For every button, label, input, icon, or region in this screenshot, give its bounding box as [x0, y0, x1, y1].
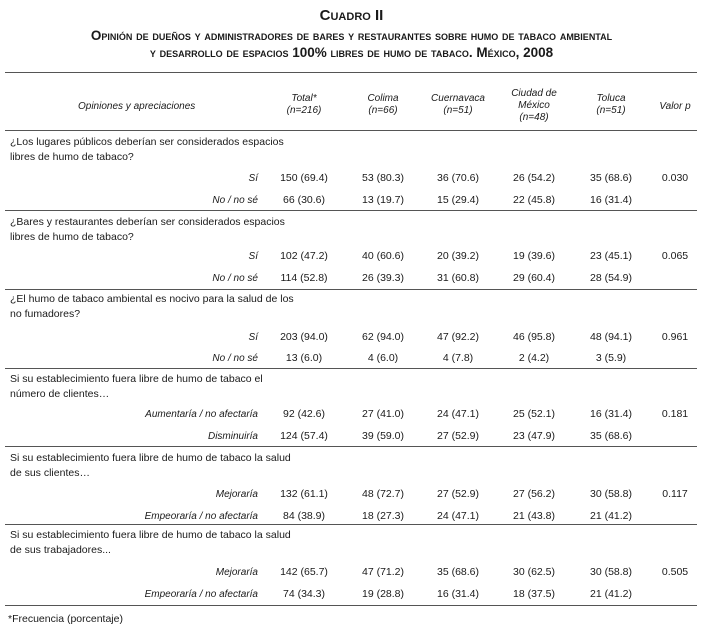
table-cell: 74 (34.3): [282, 588, 326, 600]
table-cell: 22 (45.8): [512, 194, 556, 206]
table-row: [0, 194, 703, 208]
table-cell: 19 (28.8): [361, 588, 405, 600]
row-label: Mejoraría: [215, 567, 258, 578]
table-cell: 21 (41.2): [589, 510, 633, 522]
table-cell: 21 (43.8): [512, 510, 556, 522]
row-label: No / no sé: [212, 353, 258, 364]
top-rule: [5, 72, 697, 73]
table-cell: 2 (4.2): [518, 352, 550, 364]
table-cell: 53 (80.3): [361, 172, 405, 184]
row-label: Sí: [248, 332, 258, 343]
section-rule: [5, 605, 697, 606]
table-cell: 35 (68.6): [589, 172, 633, 184]
table-cell: 16 (31.4): [589, 194, 633, 206]
table-cell: 30 (58.8): [589, 566, 633, 578]
table-cell: 124 (57.4): [280, 430, 328, 442]
table-cell: 4 (7.8): [442, 352, 474, 364]
row-label: Mejoraría: [215, 489, 258, 500]
table-cell: 27 (52.9): [436, 430, 480, 442]
p-value-cell: 0.030: [661, 172, 689, 184]
table-row: [0, 172, 703, 186]
table-cell: 92 (42.6): [282, 408, 326, 420]
table-cell: 48 (72.7): [361, 488, 405, 500]
row-label: Sí: [248, 173, 258, 184]
row-label: Disminuiría: [207, 431, 258, 442]
table-cell: 150 (69.4): [280, 172, 328, 184]
table-cell: 40 (60.6): [361, 250, 405, 262]
table-cell: 13 (19.7): [361, 194, 405, 206]
table-cell: 84 (38.9): [282, 510, 326, 522]
table-cell: 18 (27.3): [361, 510, 405, 522]
row-label: No / no sé: [212, 273, 258, 284]
section-rule: [5, 524, 697, 525]
table-cell: 203 (94.0): [280, 331, 328, 343]
table-cell: 29 (60.4): [512, 272, 556, 284]
table-cell: 25 (52.1): [512, 408, 556, 420]
question-text: Si su establecimiento fuera libre de humo de tabaco la salud de sus trabajadores...: [10, 529, 291, 556]
table-row: [0, 331, 703, 345]
row-label: No / no sé: [212, 195, 258, 206]
header-total: Total* (n=216): [286, 93, 322, 116]
table-cell: 4 (6.0): [367, 352, 399, 364]
table-cell: 16 (31.4): [436, 588, 480, 600]
table-cell: 19 (39.6): [512, 250, 556, 262]
table-row: [0, 488, 703, 502]
table-row: [0, 250, 703, 264]
p-value-cell: 0.181: [661, 408, 689, 420]
table-cell: 62 (94.0): [361, 331, 405, 343]
table-cell: 16 (31.4): [589, 408, 633, 420]
table-cell: 27 (52.9): [436, 488, 480, 500]
table-cell: 48 (94.1): [589, 331, 633, 343]
table-row: [0, 588, 703, 602]
row-label: Sí: [248, 251, 258, 262]
header-rule: [5, 130, 697, 131]
row-label: Empeoraría / no afectaría: [144, 589, 258, 600]
table-cell: 114 (52.8): [280, 272, 328, 284]
section-rule: [5, 368, 697, 369]
table-cell: 23 (45.1): [589, 250, 633, 262]
table-cell: 35 (68.6): [436, 566, 480, 578]
table-cell: 18 (37.5): [512, 588, 556, 600]
table-cell: 27 (56.2): [512, 488, 556, 500]
table-row: [0, 566, 703, 580]
footnote: *Frecuencia (porcentaje): [8, 613, 123, 625]
table-row: [0, 352, 703, 366]
table-cell: 142 (65.7): [280, 566, 328, 578]
table-cell: 132 (61.1): [280, 488, 328, 500]
table-cell: 30 (62.5): [512, 566, 556, 578]
table-cell: 26 (39.3): [361, 272, 405, 284]
table-cell: 102 (47.2): [280, 250, 328, 262]
row-label: Empeoraría / no afectaría: [144, 511, 258, 522]
header-opinions: Opiniones y apreciaciones: [78, 101, 196, 112]
table-cell: 24 (47.1): [436, 510, 480, 522]
table-cell: 15 (29.4): [436, 194, 480, 206]
table-cell: 28 (54.9): [589, 272, 633, 284]
question-text: Si su establecimiento fuera libre de humo de tabaco el número de clientes…: [10, 373, 263, 400]
table-title-line-1: Opinión de dueños y administradores de bares y restaurantes sobre humo de tabaco ambiental: [90, 28, 613, 43]
question-text: ¿Los lugares públicos deberían ser considerados espacios libres de humo de tabaco?: [10, 136, 284, 163]
table-cell: 27 (41.0): [361, 408, 405, 420]
table-cell: 3 (5.9): [595, 352, 627, 364]
table-cell: 13 (6.0): [285, 352, 323, 364]
question-text: Si su establecimiento fuera libre de humo de tabaco la salud de sus clientes…: [10, 452, 291, 479]
table-cell: 26 (54.2): [512, 172, 556, 184]
table-row: [0, 272, 703, 286]
table-cell: 35 (68.6): [589, 430, 633, 442]
table-row: [0, 408, 703, 422]
table-cell: 46 (95.8): [512, 331, 556, 343]
table-cell: 47 (92.2): [436, 331, 480, 343]
table-cell: 66 (30.6): [282, 194, 326, 206]
table-cell: 31 (60.8): [436, 272, 480, 284]
table-row: [0, 510, 703, 524]
table-cell: 39 (59.0): [361, 430, 405, 442]
p-value-cell: 0.505: [661, 566, 689, 578]
table-cell: 30 (58.8): [589, 488, 633, 500]
section-rule: [5, 446, 697, 447]
header-ciudad-de-mexico: Ciudad de México (n=48): [511, 88, 557, 123]
table-cell: 24 (47.1): [436, 408, 480, 420]
header-toluca: Toluca (n=51): [596, 93, 626, 116]
table-cell: 21 (41.2): [589, 588, 633, 600]
table-cell: 36 (70.6): [436, 172, 480, 184]
question-text: ¿Bares y restaurantes deberían ser considerados espacios libres de humo de tabaco?: [10, 216, 285, 243]
p-value-cell: 0.117: [662, 488, 688, 500]
header-cuernavaca: Cuernavaca (n=51): [431, 93, 485, 116]
table-caption-label: Cuadro II: [319, 7, 384, 24]
table-title-line-2: y desarrollo de espacios 100% libres de humo de tabaco. México, 2008: [149, 45, 554, 60]
row-label: Aumentaría / no afectaría: [145, 409, 258, 420]
section-rule: [5, 210, 697, 211]
section-rule: [5, 289, 697, 290]
header-valor-p: Valor p: [659, 101, 691, 112]
table-cell: 23 (47.9): [512, 430, 556, 442]
table-row: [0, 430, 703, 444]
question-text: ¿El humo de tabaco ambiental es nocivo para la salud de los no fumadores?: [10, 293, 294, 320]
p-value-cell: 0.961: [661, 331, 689, 343]
p-value-cell: 0.065: [661, 250, 689, 262]
table-cell: 20 (39.2): [436, 250, 480, 262]
table-cell: 47 (71.2): [361, 566, 405, 578]
header-colima: Colima (n=66): [367, 93, 399, 116]
